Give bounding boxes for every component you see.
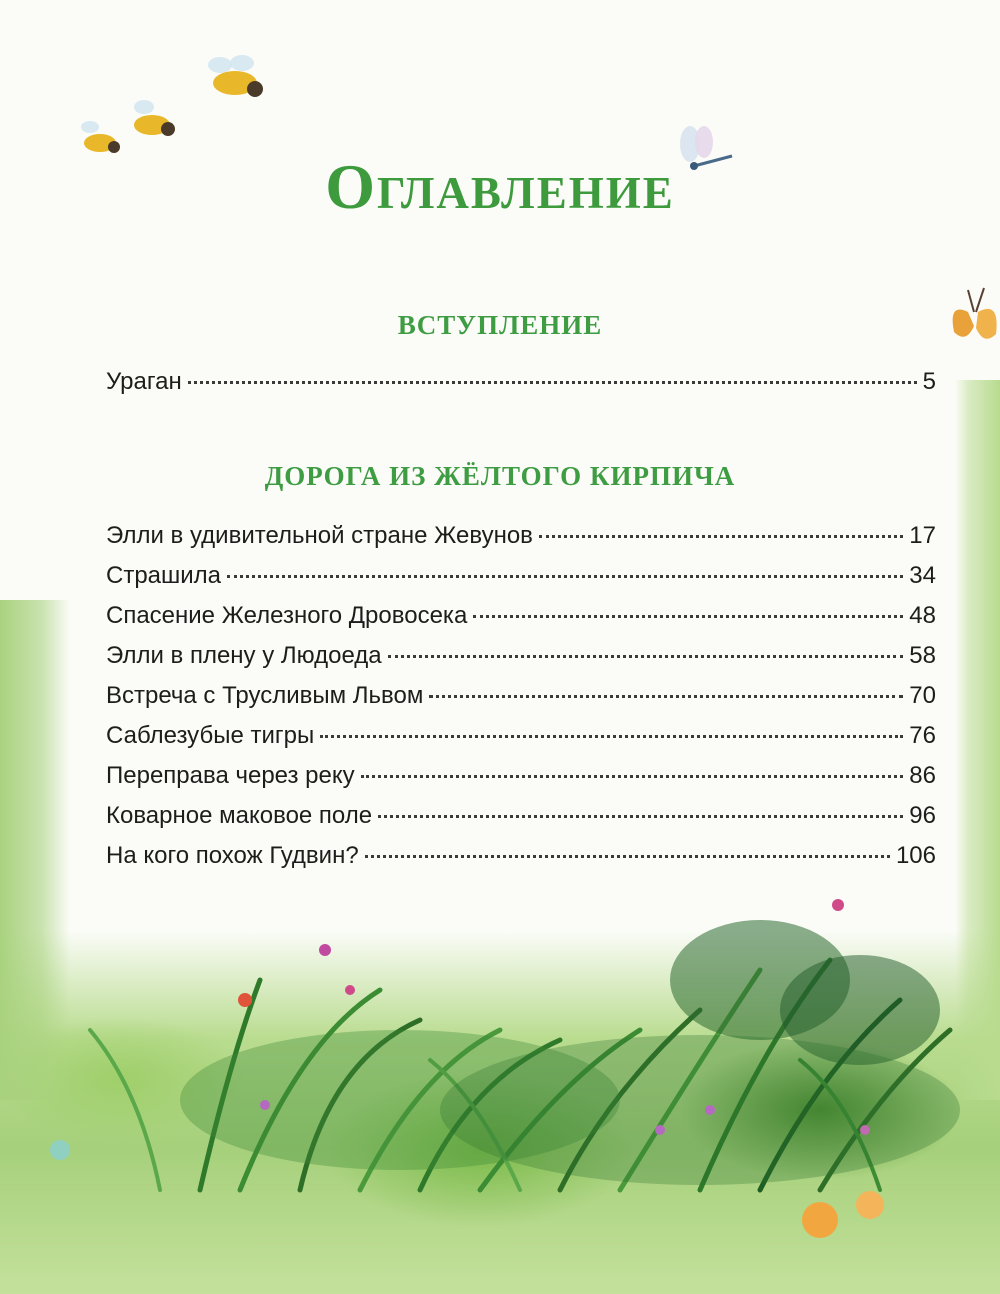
page-title: Оглавление	[325, 151, 675, 222]
toc-entry-title: Страшила	[106, 562, 222, 589]
toc-entry[interactable]	[106, 762, 936, 798]
toc-entry-page: 5	[922, 368, 936, 395]
dot-leader	[473, 614, 903, 618]
toc-entry-page: 106	[895, 842, 936, 869]
toc-entry[interactable]	[106, 602, 936, 638]
grass-illustration	[0, 860, 1000, 1294]
dot-leader	[227, 574, 903, 578]
toc-entry[interactable]	[106, 842, 936, 878]
toc-entry-title: Встреча с Трусливым Львом	[106, 682, 424, 709]
toc-entry-title: Спасение Железного Дровосека	[106, 602, 468, 629]
toc-entry[interactable]	[106, 642, 936, 678]
toc-entry-page: 58	[909, 642, 936, 669]
toc-entry-page: 76	[909, 722, 936, 749]
toc-entry-title: Элли в удивительной стране Жевунов	[106, 522, 533, 549]
dot-leader	[320, 734, 903, 738]
section-heading-intro: ВСТУПЛЕНИЕ	[397, 310, 603, 340]
toc-entry-title: На кого похож Гудвин?	[106, 842, 359, 869]
dot-leader	[365, 854, 890, 858]
toc-entry-title: Переправа через реку	[106, 762, 355, 789]
toc-entry[interactable]	[106, 368, 936, 404]
dot-leader	[361, 774, 904, 778]
toc-entry[interactable]	[106, 802, 936, 838]
dot-leader	[378, 814, 903, 818]
dot-leader	[188, 380, 917, 384]
toc-entry-title: Ураган	[106, 368, 182, 395]
toc-entry-page: 17	[909, 522, 936, 549]
toc-entry-page: 48	[909, 602, 936, 629]
dot-leader	[539, 534, 903, 538]
toc-entry-title: Элли в плену у Людоеда	[106, 642, 382, 669]
toc-entry[interactable]	[106, 682, 936, 718]
toc-entry[interactable]	[106, 522, 936, 558]
section-heading-yellow-brick-road: ДОРОГА ИЗ ЖЁЛТОГО КИРПИЧА	[264, 461, 736, 491]
toc-entry[interactable]	[106, 722, 936, 758]
toc-entry-title: Саблезубые тигры	[106, 722, 315, 749]
toc-entry-page: 96	[909, 802, 936, 829]
toc-entry-page: 34	[909, 562, 936, 589]
toc-entry[interactable]	[106, 562, 936, 598]
toc-entry-page: 86	[909, 762, 936, 789]
dot-leader	[429, 694, 903, 698]
toc-entry-title: Коварное маковое поле	[106, 802, 373, 829]
dot-leader	[388, 654, 904, 658]
toc-entry-page: 70	[909, 682, 936, 709]
